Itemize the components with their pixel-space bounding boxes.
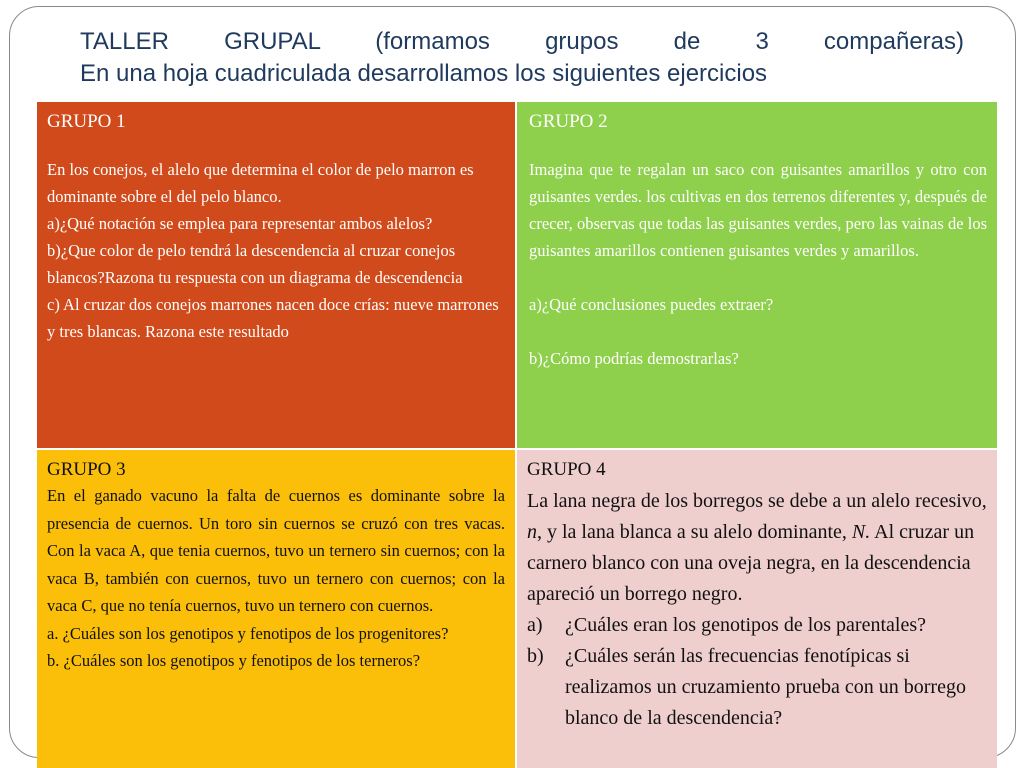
grupo-1-question-c: c) Al cruzar dos conejos marrones nacen doce crías: nueve marrones y tres blancas. Razona este resultado bbox=[47, 295, 499, 341]
grupo-4-question-b-text: ¿Cuáles serán las frecuencias fenotípicas si realizamos un cruzamiento prueba con un borrego blanco de la descendencia? bbox=[565, 645, 966, 729]
grupo-2-cell bbox=[517, 102, 997, 448]
grupo-4-question-a-text: ¿Cuáles eran los genotipos de los parentales? bbox=[565, 614, 926, 636]
grupo-2-question-a: a)¿Qué conclusiones puedes extraer? bbox=[529, 295, 774, 314]
grupo-4-intro-part-2: , y la lana blanca a su alelo dominante, bbox=[537, 521, 852, 543]
grupo-4-allele-n: n bbox=[527, 521, 537, 543]
grupo-1-intro: En los conejos, el alelo que determina el color de pelo marron es dominante sobre el del pelo blanco. bbox=[47, 160, 474, 206]
grupo-4-questions bbox=[527, 610, 987, 734]
grupo-4-marker-a: a) bbox=[527, 614, 543, 636]
grupo-4-intro bbox=[527, 486, 987, 610]
grupo-4-question-a bbox=[527, 610, 987, 641]
grupo-1-question-b: b)¿Que color de pelo tendrá la descendencia al cruzar conejos blancos?Razona tu respuesta con un diagrama de descendencia bbox=[47, 241, 463, 287]
grupo-2-header: GRUPO 2 bbox=[529, 111, 608, 132]
grupo-4-marker-b: b) bbox=[527, 645, 544, 667]
title-line-1: TALLER GRUPAL (formamos grupos de 3 compañeras) bbox=[80, 28, 964, 55]
grupo-3-question-b: b. ¿Cuáles son los genotipos y fenotipos de los terneros? bbox=[47, 651, 421, 670]
grupo-2-intro: Imagina que te regalan un saco con guisantes amarillos y otro con guisantes verdes. los cultivas en dos terrenos diferentes y, después de crecer, observas que todas las guisantes verdes, pero las vainas de los guisantes amarillos contienen guisantes verdes y amarillos. bbox=[529, 160, 987, 260]
grupo-4-intro-part-3: Al cruzar un carnero blanco con una oveja negra, en la descendencia apareció un borrego negro. bbox=[527, 521, 975, 605]
grupo-2-question-b: b)¿Cómo podrías demostrarlas? bbox=[529, 349, 739, 368]
grupo-3-header: GRUPO 3 bbox=[47, 459, 126, 480]
exercise-table bbox=[37, 102, 997, 768]
grupo-3-question-a: a. ¿Cuáles son los genotipos y fenotipos de los progenitores? bbox=[47, 623, 449, 643]
title-line-2: En una hoja cuadriculada desarrollamos los siguientes ejercicios bbox=[80, 60, 768, 87]
grupo-4-question-b bbox=[527, 641, 987, 734]
grupo-1-header: GRUPO 1 bbox=[47, 111, 126, 132]
grupo-3-cell bbox=[37, 450, 515, 768]
grupo-1-question-a: a)¿Qué notación se emplea para representar ambos alelos? bbox=[47, 214, 433, 233]
grupo-4-allele-N: N. bbox=[851, 521, 871, 543]
grupo-4-intro-part-1: La lana negra de los borregos se debe a un alelo recesivo, bbox=[527, 490, 987, 512]
slide-title bbox=[80, 26, 964, 90]
grupo-4-header: GRUPO 4 bbox=[527, 459, 606, 480]
grupo-4-cell bbox=[517, 450, 997, 768]
grupo-1-cell bbox=[37, 102, 515, 448]
grupo-3-intro: En el ganado vacuno la falta de cuernos es dominante sobre la presencia de cuernos. Un toro sin cuernos se cruzó con tres vacas. Con la vaca A, que tenia cuernos, tuvo un ternero sin cuernos; con la vaca B, también con cuernos, tuvo un ternero con cuernos; con la vaca C, que no tenía cuernos, tuvo un ternero con cuernos. bbox=[47, 486, 505, 615]
